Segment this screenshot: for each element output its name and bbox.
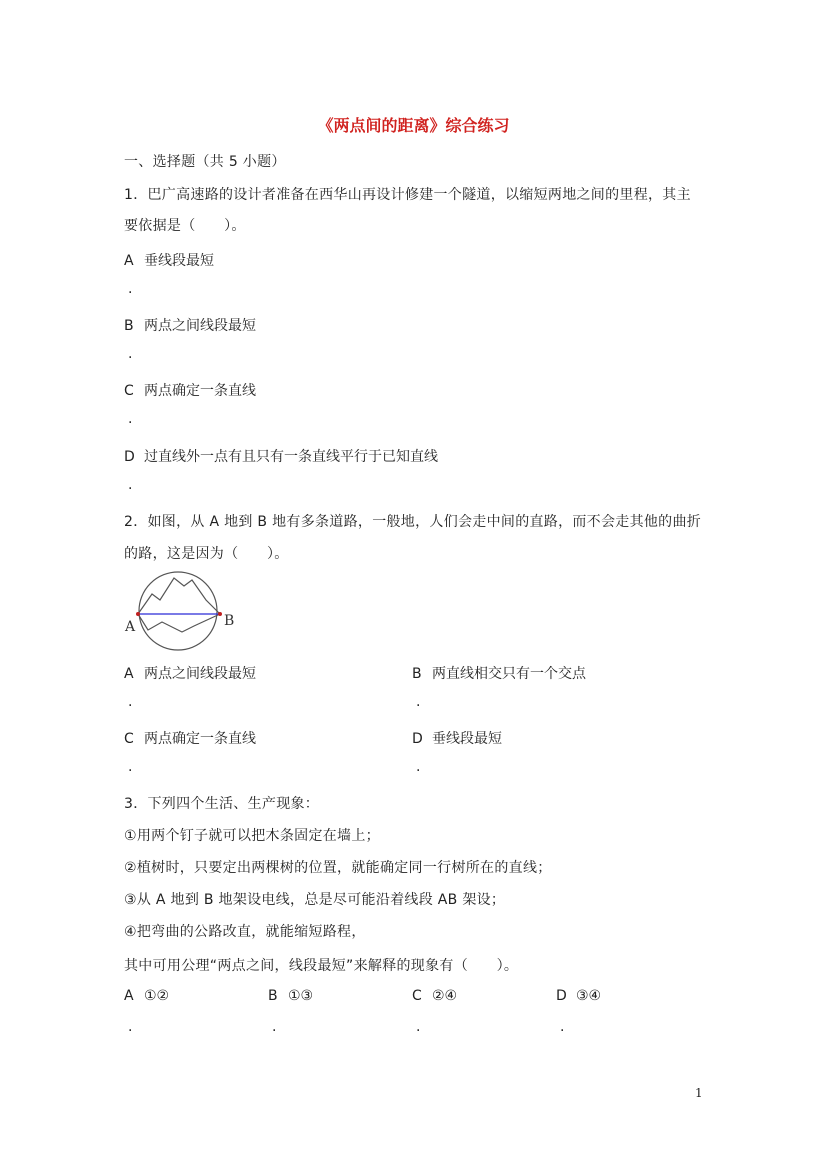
option-letter: B — [268, 988, 278, 1004]
q3-option-d[interactable] — [556, 988, 601, 1004]
q3-item-4: ④把弯曲的公路改直，就能缩短路程， — [124, 924, 366, 940]
q2-option-c[interactable] — [124, 728, 256, 748]
q3-option-a[interactable] — [124, 988, 169, 1004]
q3-question: 其中可用公理“两点之间，线段最短”来解释的现象有（ ）。 — [124, 958, 519, 974]
q2-stem-line2: 的路，这是因为（ ）。 — [124, 546, 289, 562]
route-circle — [139, 572, 217, 650]
option-dot: . — [416, 694, 421, 710]
q2-option-d[interactable] — [412, 728, 502, 748]
q3-stem-line1: 3．下列四个生活、生产现象： — [124, 796, 320, 812]
option-text: ③④ — [576, 988, 602, 1004]
option-text: 过直线外一点有且只有一条直线平行于已知直线 — [144, 449, 438, 465]
option-dot: . — [128, 281, 133, 297]
option-letter: B — [124, 318, 134, 334]
option-dot: . — [128, 477, 133, 493]
option-text: 两点确定一条直线 — [144, 731, 256, 747]
q2-stem-line1: 2．如图，从 A 地到 B 地有多条道路，一般地，人们会走中间的直路，而不会走其他的曲折 — [124, 514, 702, 530]
point-a-label: A — [125, 619, 136, 635]
point-a-marker — [136, 612, 140, 616]
option-dot: . — [416, 1019, 421, 1035]
option-dot: . — [128, 759, 133, 775]
q3-item-3: ③从 A 地到 B 地架设电线，总是尽可能沿着线段 AB 架设； — [124, 892, 506, 908]
option-letter: C — [124, 731, 134, 747]
section-heading: 一、选择题（共 5 小题） — [124, 154, 286, 170]
option-text: 两直线相交只有一个交点 — [432, 666, 586, 682]
option-text: 两点之间线段最短 — [144, 666, 256, 682]
q3-item-1: ①用两个钉子就可以把木条固定在墙上； — [124, 828, 380, 844]
option-text: 垂线段最短 — [432, 731, 502, 747]
option-letter: C — [124, 383, 134, 399]
lower-route — [138, 614, 220, 632]
option-dot: . — [128, 694, 133, 710]
q1-stem-line1: 1．巴广高速路的设计者准备在西华山再设计修建一个隧道，以缩短两地之间的里程，其主 — [124, 187, 691, 203]
option-dot: . — [128, 1019, 133, 1035]
point-b-label: B — [224, 613, 235, 629]
document-title: 《两点间的距离》综合练习 — [317, 116, 510, 135]
option-dot: . — [128, 411, 133, 427]
option-letter: D — [412, 731, 423, 747]
option-dot: . — [416, 759, 421, 775]
q1-option-b[interactable] — [124, 315, 256, 335]
option-text: ②④ — [432, 988, 458, 1004]
option-letter: A — [124, 666, 134, 682]
q2-option-a[interactable] — [124, 663, 256, 683]
page-number: 1 — [695, 1086, 703, 1100]
q1-option-a[interactable] — [124, 250, 214, 270]
option-text: 垂线段最短 — [144, 253, 214, 269]
option-text: 两点之间线段最短 — [144, 318, 256, 334]
option-letter: D — [124, 449, 135, 465]
q1-option-c[interactable] — [124, 380, 256, 400]
option-text: ①③ — [288, 988, 314, 1004]
option-dot: . — [128, 346, 133, 362]
roads-figure — [122, 570, 244, 652]
option-text: 两点确定一条直线 — [144, 383, 256, 399]
option-dot: . — [272, 1019, 277, 1035]
q2-option-b[interactable] — [412, 663, 586, 683]
q3-option-c[interactable] — [412, 988, 457, 1004]
option-letter: B — [412, 666, 422, 682]
option-letter: A — [124, 253, 134, 269]
point-b-marker — [218, 612, 222, 616]
option-letter: C — [412, 988, 422, 1004]
option-dot: . — [560, 1019, 565, 1035]
option-letter: A — [124, 988, 134, 1004]
option-text: ①② — [144, 988, 170, 1004]
q1-option-d[interactable] — [124, 446, 438, 466]
q1-stem-line2: 要依据是（ ）。 — [124, 218, 246, 234]
q3-option-b[interactable] — [268, 988, 313, 1004]
q3-item-2: ②植树时，只要定出两棵树的位置，就能确定同一行树所在的直线； — [124, 860, 552, 876]
option-letter: D — [556, 988, 567, 1004]
